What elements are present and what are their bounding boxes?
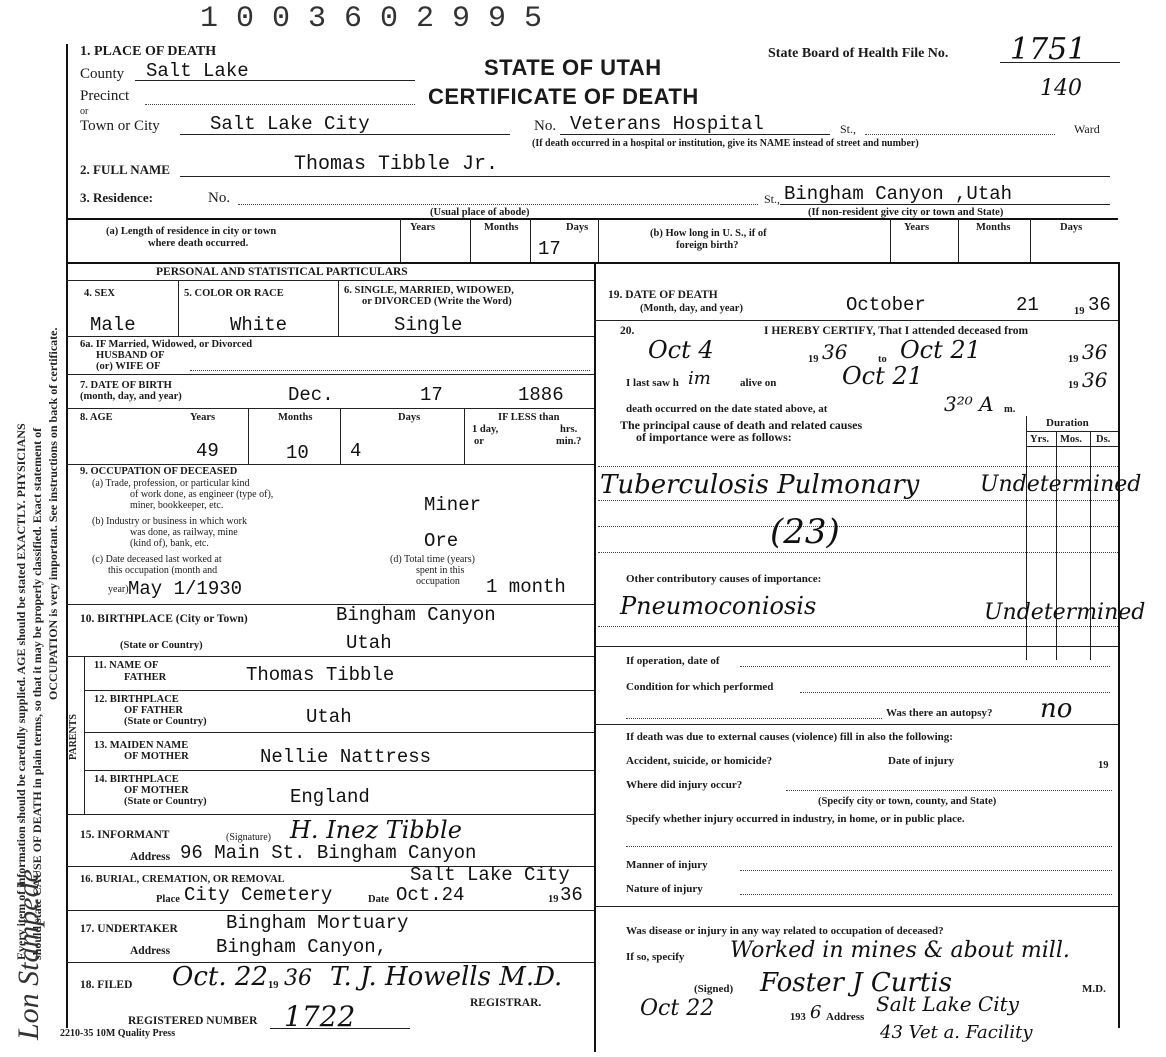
registered-number-label: REGISTERED NUMBER [128, 1015, 258, 1027]
operation-label: If operation, date of [626, 655, 720, 667]
occ-a-line2: of work done, as engineer (type of), [130, 489, 274, 500]
registrar-signature: T. J. Howells M.D. [330, 962, 563, 992]
age-years: 49 [196, 440, 219, 462]
last-worked-value: May 1/1930 [128, 578, 243, 600]
physician-signature: Foster J Curtis [760, 968, 953, 998]
file-no-sub: 140 [1040, 76, 1082, 101]
industry-value: Ore [424, 530, 459, 552]
form-right-border [1118, 262, 1120, 1028]
if-so-label: If so, specify [626, 951, 685, 963]
dob-month: Dec. [288, 384, 334, 406]
foreign-birth-label-b: foreign birth? [676, 240, 739, 251]
occupation-value: Miner [424, 494, 482, 516]
marital-value: Single [394, 314, 463, 336]
father-birthplace-label-3: (State or Country) [124, 716, 207, 727]
hour-label: death occurred on the date stated above, at [626, 403, 828, 415]
us-years-header: Years [904, 222, 930, 233]
personal-heading: PERSONAL AND STATISTICAL PARTICULARS [156, 266, 408, 278]
occ-b-line3: (kind of), bank, etc. [130, 538, 209, 549]
dod-month: October [846, 294, 926, 316]
occ-b-line2: was done, as railway, mine [130, 527, 238, 538]
signed-year-prefix: 193 [790, 1012, 806, 1023]
physician-address-label: Address [826, 1011, 865, 1023]
less-or-label: or [474, 436, 484, 447]
file-no-value: 1751 [1010, 32, 1087, 67]
spouse-label-2: HUSBAND OF [96, 350, 165, 361]
occupation-label: 9. OCCUPATION OF DECEASED [80, 466, 238, 477]
ward-label: Ward [1074, 122, 1100, 136]
manner-label: Manner of injury [626, 859, 708, 871]
town-label: Town or City [80, 118, 160, 134]
other-cause-duration: Undetermined [984, 600, 1146, 625]
specify-injury-label: Specify whether injury occurred in industry, in home, or in public place. [626, 813, 965, 825]
cause-text-1: The principal cause of death and related causes [620, 418, 863, 432]
duration-yrs: Yrs. [1030, 434, 1049, 445]
or-label: or [80, 106, 89, 117]
burial-place-label: Place [156, 894, 180, 905]
form-footer: 2210-35 10M Quality Press [60, 1028, 176, 1039]
burial-place: City Cemetery [184, 884, 333, 906]
attended-from: Oct 4 [648, 336, 714, 364]
attended-to: Oct 21 [900, 336, 981, 364]
cert-number: 20. [620, 325, 635, 337]
signed-label: (Signed) [694, 983, 734, 995]
dod-year-prefix: 19 [1074, 306, 1085, 317]
autopsy-value: no [1040, 694, 1073, 724]
time-in-occupation-value: 1 month [486, 576, 566, 598]
nature-label: Nature of injury [626, 883, 703, 895]
md-label: M.D. [1082, 983, 1106, 995]
where-note: (Specify city or town, county, and State) [818, 796, 997, 807]
town-value: Salt Lake City [210, 113, 370, 135]
father-label-1: 11. NAME OF [94, 660, 159, 671]
dob-label-2: (month, day, and year) [80, 391, 182, 402]
signed-year: 6 [810, 1002, 822, 1023]
duration-header: Duration [1046, 417, 1089, 429]
side-instructions-line1: Every item of information should be carefully supplied. AGE should be stated EXACTLY. PHYSICIANS [14, 423, 28, 960]
cert-text: I HEREBY CERTIFY, That I attended deceased from [764, 325, 1029, 337]
burial-label: 16. BURIAL, CREMATION, OR REMOVAL [80, 874, 285, 885]
usual-abode-note: (Usual place of abode) [430, 207, 530, 218]
side-instructions-line2: should state CAUSE OF DEATH in plain terms, so that it may be properly classified. Exact statement of [30, 427, 44, 960]
mother-birthplace-label-2: OF MOTHER [124, 785, 189, 796]
registered-number: 1722 [284, 1000, 356, 1033]
marital-label-2: or DIVORCED (Write the Word) [362, 296, 512, 307]
mother-label-1: 13. MAIDEN NAME [94, 740, 189, 751]
file-no-label: State Board of Health File No. [768, 46, 949, 61]
st-label: St., [840, 122, 857, 136]
occ-d-line2: spent in this [416, 565, 465, 576]
side-instructions-line3: OCCUPATION is very important. See instructions on back of certificate. [46, 327, 60, 700]
hospital-note: (If death occurred in a hospital or institution, give its NAME instead of street and number) [532, 138, 919, 149]
age-months: 10 [286, 442, 309, 464]
burial-date: Oct.24 [396, 884, 465, 906]
saw-year: 36 [1082, 368, 1108, 392]
dod-label-2: (Month, day, and year) [640, 303, 743, 314]
birthplace-state: Utah [346, 632, 392, 654]
mother-name: Nellie Nattress [260, 746, 432, 768]
length-residence-label-a: (a) Length of residence in city or town [106, 226, 277, 237]
occ-c-line3: year) [108, 584, 129, 595]
signed-date: Oct 22 [640, 996, 715, 1021]
condition-label: Condition for which performed [626, 681, 774, 693]
dob-year: 1886 [518, 384, 564, 406]
father-birthplace: Utah [306, 706, 352, 728]
informant-label: 15. INFORMANT [80, 829, 170, 841]
where-injury-label: Where did injury occur? [626, 779, 743, 791]
place-of-death-heading: 1. PLACE OF DEATH [80, 44, 217, 59]
res-days-header: Days [566, 222, 589, 233]
physician-address-2: 43 Vet a. Facility [880, 1022, 1033, 1043]
other-causes-label: Other contributory causes of importance: [626, 573, 822, 585]
informant-signature-label: (Signature) [226, 832, 271, 843]
foreign-birth-label-a: (b) How long in U. S., if of [650, 228, 767, 239]
serial-number: 1 0 0 3 6 0 2 9 9 5 [200, 2, 543, 36]
saw-year-prefix: 19 [1068, 380, 1079, 391]
occ-a-line1: (a) Trade, profession, or particular kind [92, 478, 250, 489]
less-min-label: min.? [556, 436, 582, 447]
dod-year: 36 [1088, 294, 1111, 316]
length-residence-label-b: where death occurred. [148, 238, 249, 249]
duration-ds: Ds. [1096, 434, 1111, 445]
undertaker-value: Bingham Mortuary [226, 912, 409, 934]
age-label: 8. AGE [80, 412, 113, 423]
mother-birthplace-label-1: 14. BIRTHPLACE [94, 774, 179, 785]
birthplace-city: Bingham Canyon [336, 604, 496, 626]
sex-label: 4. SEX [84, 288, 115, 299]
birthplace-label: 10. BIRTHPLACE (City or Town) [80, 613, 248, 625]
certificate-title: CERTIFICATE OF DEATH [428, 84, 699, 109]
form-left-border [66, 44, 68, 1028]
age-months-header: Months [278, 412, 313, 423]
to-year-prefix: 19 [1068, 354, 1079, 365]
duration-mos: Mos. [1060, 434, 1082, 445]
hour-suffix: m. [1004, 404, 1016, 415]
dod-label-1: 19. DATE OF DEATH [608, 289, 718, 301]
filed-label: 18. FILED [80, 979, 133, 991]
dob-day: 17 [420, 384, 443, 406]
cause-text-2: of importance were as follows: [636, 430, 792, 444]
autopsy-label: Was there an autopsy? [886, 707, 993, 719]
informant-address: 96 Main St. Bingham Canyon [180, 842, 477, 864]
residence-no-label: No. [208, 190, 231, 206]
undertaker-label: 17. UNDERTAKER [80, 923, 178, 935]
res-years-header: Years [410, 222, 436, 233]
side-stamp-signature: Lon Stampede [12, 869, 45, 1040]
less-day-label: 1 day, [472, 424, 499, 435]
from-year: 36 [822, 340, 848, 364]
occ-a-line3: miner, bookkeeper, etc. [130, 500, 224, 511]
dod-day: 21 [1016, 294, 1039, 316]
principal-cause: Tuberculosis Pulmonary [600, 470, 920, 500]
res-days-value: 17 [538, 238, 561, 260]
burial-year: 36 [560, 884, 583, 906]
external-causes-label: If death was due to external causes (violence) fill in also the following: [626, 731, 953, 743]
filed-year: 36 [284, 966, 312, 991]
if-so-value: Worked in mines & about mill. [730, 938, 1070, 963]
full-name-value: Thomas Tibble Jr. [294, 153, 499, 176]
last-saw-label: I last saw h [626, 377, 679, 389]
other-cause: Pneumoconiosis [620, 592, 817, 620]
occ-b-line1: (b) Industry or business in which work [92, 516, 247, 527]
res-months-header: Months [484, 222, 519, 233]
occ-d-line1: (d) Total time (years) [390, 554, 475, 565]
father-birthplace-label-2: OF FATHER [124, 705, 184, 716]
father-label-2: FATHER [124, 672, 167, 683]
spouse-label-3: (or) WIFE OF [96, 361, 161, 372]
birthplace-state-label: (State or Country) [120, 640, 203, 651]
registrar-label: REGISTRAR. [470, 997, 542, 1009]
to-label: to [878, 354, 887, 365]
parents-label: PARENTS [68, 714, 79, 760]
accident-label: Accident, suicide, or homicide? [626, 755, 773, 767]
burial-year-prefix: 19 [548, 894, 559, 905]
alive-on-label: alive on [740, 377, 777, 389]
mother-birthplace-label-3: (State or Country) [124, 796, 207, 807]
father-name: Thomas Tibble [246, 664, 395, 686]
mother-birthplace: England [290, 786, 370, 808]
filed-year-prefix: 19 [268, 980, 279, 991]
to-year: 36 [1082, 340, 1108, 364]
last-saw-date: Oct 21 [842, 362, 923, 390]
full-name-label: 2. FULL NAME [80, 162, 170, 177]
occ-c-line1: (c) Date deceased last worked at [92, 554, 222, 565]
last-saw-him: im [688, 368, 711, 389]
burial-date-label: Date [368, 894, 389, 905]
marital-label-1: 6. SINGLE, MARRIED, WIDOWED, [344, 285, 514, 296]
hospital-no-label: No. [534, 118, 557, 134]
injury-year-prefix: 19 [1098, 760, 1109, 771]
occ-c-line2: this occupation (month and [108, 565, 218, 576]
mother-label-2: OF MOTHER [124, 751, 189, 762]
precinct-label: Precinct [80, 88, 130, 104]
residence-st-label: St., [764, 192, 781, 206]
physician-address: Salt Lake City [876, 992, 1019, 1016]
residence-label: 3. Residence: [80, 190, 153, 205]
residence-value: Bingham Canyon ,Utah [784, 183, 1013, 205]
age-days-header: Days [398, 412, 421, 423]
informant-address-label: Address [130, 851, 171, 863]
hospital-value: Veterans Hospital [570, 113, 764, 135]
less-hrs-label: hrs. [560, 424, 578, 435]
us-months-header: Months [976, 222, 1011, 233]
death-hour: 3²⁰ A [944, 392, 994, 416]
age-years-header: Years [190, 412, 216, 423]
us-days-header: Days [1060, 222, 1083, 233]
undertaker-address-label: Address [130, 945, 171, 957]
injury-date-label: Date of injury [888, 755, 954, 767]
occ-d-line3: occupation [416, 576, 460, 587]
county-label: County [80, 66, 125, 82]
from-year-prefix: 19 [808, 354, 819, 365]
cause-code: (23) [770, 512, 840, 552]
occupation-related-label: Was disease or injury in any way related to occupation of deceased? [626, 925, 944, 937]
spouse-label-1: 6a. IF Married, Widowed, or Divorced [80, 339, 253, 350]
race-label: 5. COLOR OR RACE [184, 288, 284, 299]
race-value: White [230, 314, 288, 336]
county-value: Salt Lake [146, 60, 249, 82]
column-divider [594, 262, 596, 1052]
cause-duration: Undetermined [980, 472, 1142, 497]
sex-value: Male [90, 314, 136, 336]
informant-signature: H. Inez Tibble [290, 816, 462, 844]
filed-date: Oct. 22 [172, 962, 268, 992]
state-title: STATE OF UTAH [484, 55, 662, 80]
undertaker-address: Bingham Canyon, [216, 936, 388, 958]
burial-city: Salt Lake City [410, 864, 570, 886]
father-birthplace-label-1: 12. BIRTHPLACE [94, 694, 179, 705]
less-than-label: IF LESS than [498, 412, 560, 423]
dob-label-1: 7. DATE OF BIRTH [80, 380, 172, 391]
nonres-note: (If non-resident give city or town and State) [808, 207, 1004, 218]
age-days: 4 [350, 440, 362, 462]
